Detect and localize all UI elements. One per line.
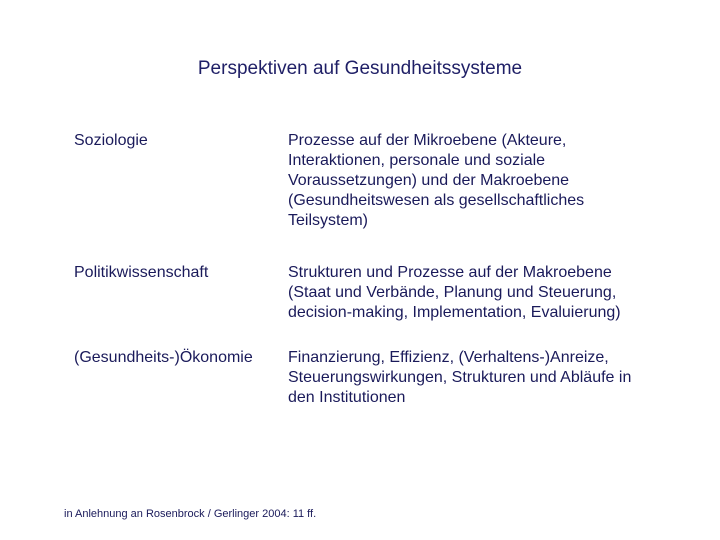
description-line: den Institutionen	[288, 389, 406, 406]
description-line: Prozesse auf der Mikroebene (Akteure,	[288, 132, 567, 149]
description-line: Voraussetzungen) und der Makroebene	[288, 172, 570, 189]
slide-title: Perspektiven auf Gesundheitssysteme	[197, 58, 523, 79]
description-line: Strukturen und Prozesse auf der Makroebene	[288, 264, 612, 281]
description-line: Finanzierung, Effizienz, (Verhaltens-)Anreize,	[288, 349, 609, 366]
term-label: Soziologie	[74, 132, 148, 149]
term-label: (Gesundheits-)Ökonomie	[74, 349, 253, 366]
description-line: Interaktionen, personale und soziale	[288, 152, 546, 169]
term-label: Politikwissenschaft	[74, 264, 209, 281]
description-line: Steuerungswirkungen, Strukturen und Abläufe in	[288, 369, 632, 386]
description-line: (Staat und Verbände, Planung und Steuerung,	[288, 284, 617, 301]
description-line: decision-making, Implementation, Evaluierung)	[288, 304, 621, 321]
source-citation: in Anlehnung an Rosenbrock / Gerlinger 2004: 11 ff.	[64, 508, 317, 520]
description-line: (Gesundheitswesen als gesellschaftliches	[288, 192, 585, 209]
description-line: Teilsystem)	[288, 212, 369, 229]
term-description	[288, 263, 694, 323]
term-description	[288, 131, 694, 231]
term-description	[288, 348, 694, 408]
